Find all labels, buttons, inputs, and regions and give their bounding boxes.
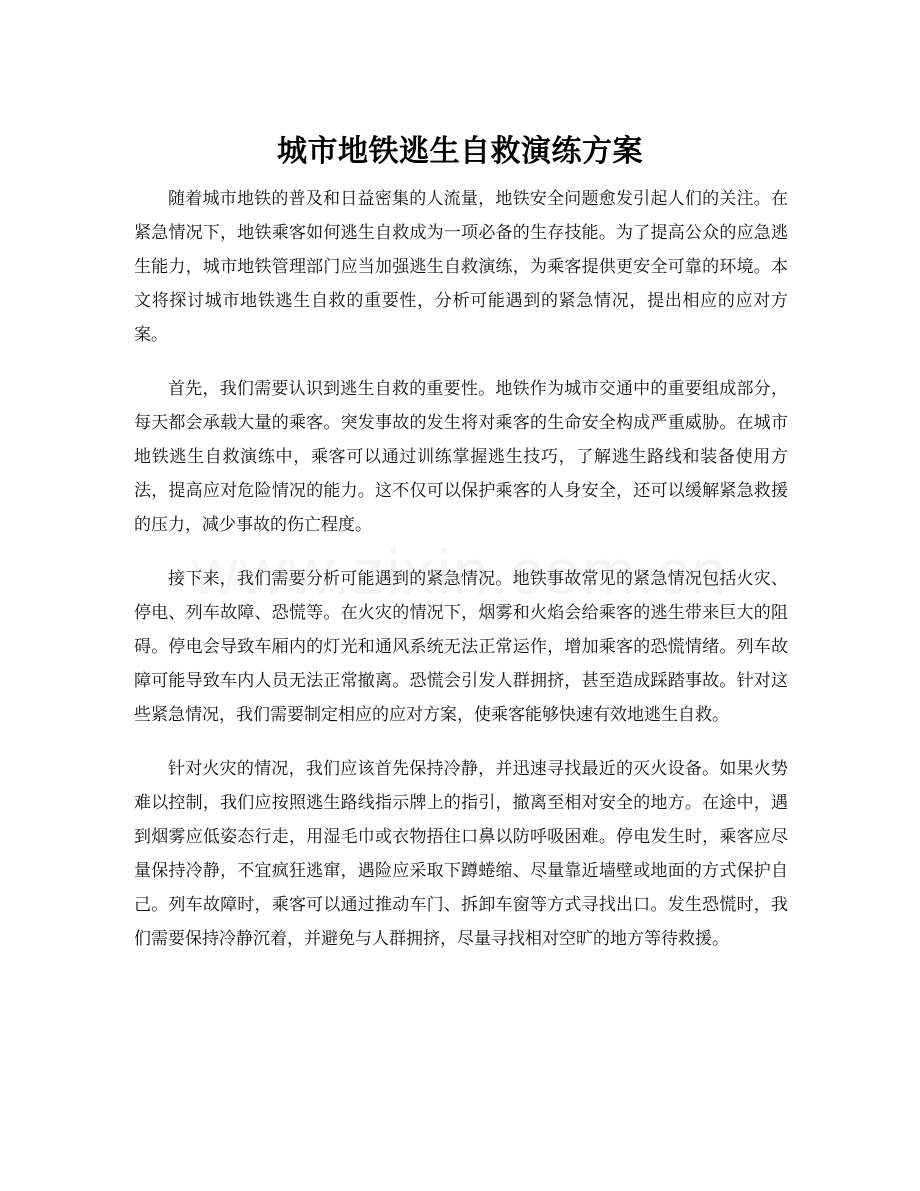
paragraph-intro: 随着城市地铁的普及和日益密集的人流量，地铁安全问题愈发引起人们的关注。在紧急情况下，地铁乘客如何逃生自救成为一项必备的生存技能。为了提高公众的应急逃生能力，城市地铁管理部门应当加强逃生自救演练，为乘客提供更安全可靠的环境。本文将探讨城市地铁逃生自救的重要性，分析可能遇到的紧急情况，提出相应的应对方案。 (134, 189, 788, 345)
paragraph-importance: 首先，我们需要认识到逃生自救的重要性。地铁作为城市交通中的重要组成部分，每天都会承载大量的乘客。突发事故的发生将对乘客的生命安全构成严重威胁。在城市地铁逃生自救演练中，乘客可以通过训练掌握逃生技巧，了解逃生路线和装备使用方法，提高应对危险情况的能力。这不仅可以保护乘客的人身安全，还可以缓解紧急救援的压力，减少事故的伤亡程度。 (134, 379, 788, 535)
paragraph-responses: 针对火灾的情况，我们应该首先保持冷静，并迅速寻找最近的灭火设备。如果火势难以控制，我们应按照逃生路线指示牌上的指引，撤离至相对安全的地方。在途中，遇到烟雾应低姿态行走，用湿毛巾或衣物捂住口鼻以防呼吸困难。停电发生时，乘客应尽量保持冷静，不宜疯狂逃窜，遇险应采取下蹲蜷缩、尽量靠近墙壁或地面的方式保护自己。列车故障时，乘客可以通过推动车门、拆卸车窗等方式寻找出口。发生恐慌时，我们需要保持冷静沉着，并避免与人群拥挤，尽量寻找相对空旷的地方等待救援。 (134, 759, 788, 949)
document-title: 城市地铁逃生自救演练方案 (277, 134, 643, 170)
document-body (134, 182, 788, 976)
paragraph-emergencies: 接下来，我们需要分析可能遇到的紧急情况。地铁事故常见的紧急情况包括火灾、停电、列车故障、恐慌等。在火灾的情况下，烟雾和火焰会给乘客的逃生带来巨大的阻碍。停电会导致车厢内的灯光和通风系统无法正常运作，增加乘客的恐慌情绪。列车故障可能导致车内人员无法正常撤离。恐慌会引发人群拥挤，甚至造成踩踏事故。针对这些紧急情况，我们需要制定相应的应对方案，使乘客能够快速有效地逃生自救。 (134, 569, 788, 725)
